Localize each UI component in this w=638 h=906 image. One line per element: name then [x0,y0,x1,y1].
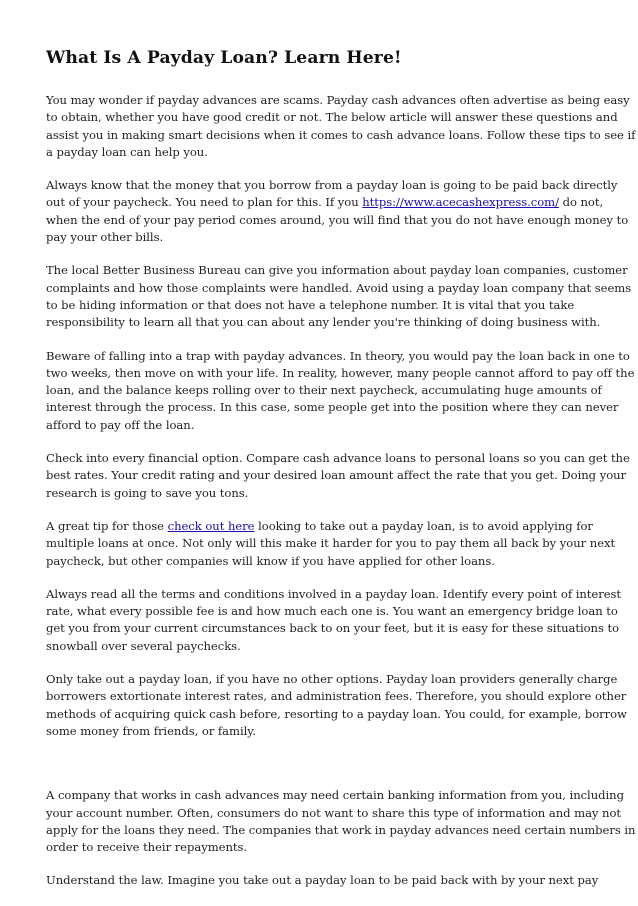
paragraph-line: get you from your current circumstances back to on your feet, but it is easy for these situations to [46,621,620,636]
paragraph-2 [46,177,629,246]
paragraph-line: Always read all the terms and conditions involved in a payday loan. Identify every point of interest [46,586,622,601]
paragraph-line: paycheck, but other companies will know if you have applied for other loans. [46,553,495,568]
paragraph-line: order to receive their repayments. [46,840,248,855]
paragraph-line: A company that works in cash advances may need certain banking information from you, including [46,788,624,803]
paragraph-line: The local Better Business Bureau can give you information about payday loan companies, customer [46,263,628,278]
paragraph-line: apply for the loans they need. The companies that work in payday advances need certain numbers in [46,822,636,837]
paragraph-10 [46,872,599,889]
paragraph-line: afford to pay off the loan. [46,417,195,432]
paragraph-7 [46,586,622,655]
paragraph-line: two weeks, then move on with your life. In reality, however, many people cannot afford to pay off the [46,365,635,380]
paragraph-line: pay your other bills. [46,230,164,245]
paragraph-line: Understand the law. Imagine you take out a payday loan to be paid back with by your next pay [46,873,599,888]
paragraph-line: rate, what every possible fee is and how much each one is. You want an emergency bridge loan to [46,604,618,619]
paragraph-line: Always know that the money that you borrow from a payday loan is going to be paid back directly [46,178,618,193]
paragraph-line: to be hiding information or that does not have a telephone number. It is vital that you take [46,297,575,312]
paragraph-line: Check into every financial option. Compare cash advance loans to personal loans so you can get the [46,451,630,466]
paragraph-line: methods of acquiring quick cash before, resorting to a payday loan. You could, for example, borrow [46,706,627,721]
text-segment: do not, [558,195,604,210]
blank-spacer [46,756,594,787]
paragraph-line: Only take out a payday loan, if you have no other options. Payday loan providers generally charge [46,672,618,687]
check-out-here-link[interactable]: check out here [167,518,255,533]
paragraph-line: when the end of your pay period comes around, you will find that you do not have enough money to [46,212,629,227]
paragraph-line: complaints and how those complaints were handled. Avoid using a payday loan company that seems [46,280,632,295]
acecashexpress-link[interactable]: https://www.acecashexpress.com/ [362,195,559,210]
paragraph-line: borrowers extortionate interest rates, and administration fees. Therefore, you should explore other [46,689,627,704]
document-page [46,46,636,906]
paragraph-line: snowball over several paychecks. [46,638,241,653]
paragraph-line: a payday loan can help you. [46,144,208,159]
paragraph-8 [46,671,627,740]
paragraph-line: some money from friends, or family. [46,723,256,738]
paragraph-9 [46,787,636,856]
paragraph-1 [46,92,636,161]
paragraph-3 [46,262,632,331]
paragraph-line: responsibility to learn all that you can about any lender you're thinking of doing business with. [46,315,601,330]
paragraph-line: You may wonder if payday advances are scams. Payday cash advances often advertise as being easy [46,93,630,107]
paragraph-line: best rates. Your credit rating and your desired loan amount affect the rate that you get. Doing your [46,468,627,483]
text-segment: A great tip for those [46,518,168,533]
text-segment: looking to take out a payday loan, is to avoid applying for [254,518,593,533]
page-title: What Is A Payday Loan? Learn Here! [46,48,402,68]
paragraph-line [46,518,594,535]
paragraph-6 [46,518,616,570]
paragraph-5 [46,450,630,502]
paragraph-line: to obtain, whether you have good credit or not. The below article will answer these questions and [46,110,618,125]
paragraph-4 [46,348,635,434]
paragraph-line: your account number. Often, consumers do not want to share this type of information and may not [46,805,622,820]
paragraph-line: Beware of falling into a trap with payday advances. In theory, you would pay the loan back in one to [46,348,630,363]
paragraph-line: loan, and the balance keeps rolling over to their next paycheck, accumulating huge amounts of [46,383,602,398]
paragraph-line: multiple loans at once. Not only will this make it harder for you to pay them all back by your next [46,536,616,551]
paragraph-line: interest through the process. In this case, some people get into the position where they can never [46,400,619,415]
paragraph-line [46,194,604,211]
text-segment: out of your paycheck. You need to plan for this. If you [46,195,363,210]
paragraph-line: assist you in making smart decisions when it comes to cash advance loans. Follow these tips to see if [46,127,636,142]
paragraph-line: research is going to save you tons. [46,485,249,500]
